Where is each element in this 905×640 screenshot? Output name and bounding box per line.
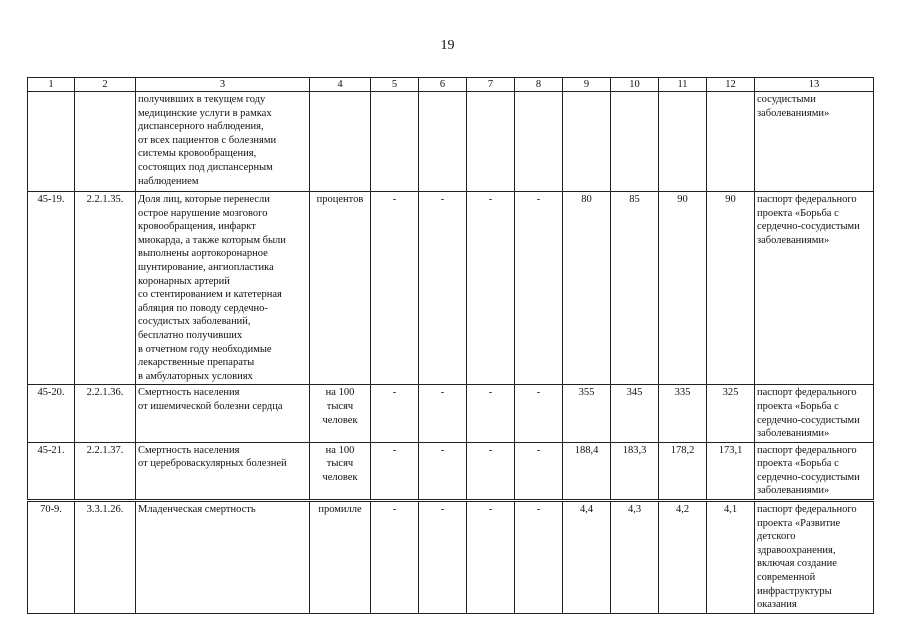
value-cell	[659, 92, 707, 192]
value-cell: -	[419, 501, 467, 614]
unit: на 100 тысяч человек	[310, 442, 371, 500]
value-cell: -	[371, 385, 419, 442]
value-cell: -	[467, 501, 515, 614]
header-cell-1: 1	[28, 78, 75, 92]
value-cell: 345	[611, 385, 659, 442]
value-cell	[563, 92, 611, 192]
header-cell-11: 11	[659, 78, 707, 92]
value-cell: 85	[611, 192, 659, 385]
row-code	[75, 92, 136, 192]
value-cell: 80	[563, 192, 611, 385]
value-cell	[467, 92, 515, 192]
header-cell-9: 9	[563, 78, 611, 92]
value-cell: -	[371, 192, 419, 385]
value-cell: -	[467, 192, 515, 385]
value-cell: -	[371, 501, 419, 614]
value-cell: 90	[659, 192, 707, 385]
table-row	[28, 92, 874, 192]
source-cell: паспорт федерального проекта «Развитие детского здравоохранения, включая создание современной инфраструктуры оказания	[755, 501, 874, 614]
header-cell-8: 8	[515, 78, 563, 92]
header-cell-6: 6	[419, 78, 467, 92]
value-cell: -	[515, 192, 563, 385]
unit: процентов	[310, 192, 371, 385]
value-cell: -	[419, 192, 467, 385]
unit	[310, 92, 371, 192]
header-cell-12: 12	[707, 78, 755, 92]
value-cell: -	[515, 385, 563, 442]
unit: промилле	[310, 501, 371, 614]
table-row	[28, 192, 874, 385]
value-cell: -	[515, 442, 563, 500]
row-code: 2.2.1.37.	[75, 442, 136, 500]
page-number: 19	[440, 38, 455, 53]
indicator-name: Смертность населения от цереброваскулярных болезней	[136, 442, 310, 500]
value-cell: 183,3	[611, 442, 659, 500]
indicator-name: Доля лиц, которые перенесли острое нарушение мозгового кровообращения, инфаркт миокарда, а также которым были выполнены аортокоронарное шунтирование, ангиопластика коронарных артерий со стентированием и катетерная абляция по поводу сердечно- сосудистых заболеваний, бесплатно получивших в отчетном году необходимые лекарственные препараты в амбулаторных условиях	[136, 192, 310, 385]
value-cell: -	[419, 442, 467, 500]
table-row	[28, 385, 874, 442]
indicator-name: Младенческая смертность	[136, 501, 310, 614]
unit: на 100 тысяч человек	[310, 385, 371, 442]
header-cell-2: 2	[75, 78, 136, 92]
value-cell	[371, 92, 419, 192]
row-number: 70-9.	[28, 501, 75, 614]
value-cell: -	[419, 385, 467, 442]
table-row	[28, 442, 874, 500]
value-cell: 355	[563, 385, 611, 442]
value-cell	[611, 92, 659, 192]
indicator-name: Смертность населения от ишемической болезни сердца	[136, 385, 310, 442]
value-cell: 4,2	[659, 501, 707, 614]
value-cell: 4,3	[611, 501, 659, 614]
row-code: 2.2.1.35.	[75, 192, 136, 385]
header-cell-7: 7	[467, 78, 515, 92]
row-code: 2.2.1.36.	[75, 385, 136, 442]
source-cell: сосудистыми заболеваниями»	[755, 92, 874, 192]
header-cell-3: 3	[136, 78, 310, 92]
header-cell-4: 4	[310, 78, 371, 92]
row-code: 3.3.1.26.	[75, 501, 136, 614]
value-cell: 325	[707, 385, 755, 442]
source-cell: паспорт федерального проекта «Борьба с сердечно-сосудистыми заболеваниями»	[755, 385, 874, 442]
value-cell: -	[467, 385, 515, 442]
value-cell: 335	[659, 385, 707, 442]
value-cell: 173,1	[707, 442, 755, 500]
header-cell-13: 13	[755, 78, 874, 92]
header-cell-5: 5	[371, 78, 419, 92]
row-number: 45-19.	[28, 192, 75, 385]
value-cell	[419, 92, 467, 192]
value-cell: 90	[707, 192, 755, 385]
value-cell: -	[515, 501, 563, 614]
value-cell	[515, 92, 563, 192]
row-number: 45-20.	[28, 385, 75, 442]
row-number: 45-21.	[28, 442, 75, 500]
table-row	[28, 501, 874, 614]
indicators-table	[27, 77, 874, 614]
value-cell: 178,2	[659, 442, 707, 500]
row-number	[28, 92, 75, 192]
indicator-name: получивших в текущем году медицинские услуги в рамках диспансерного наблюдения, от всех пациентов с болезнями системы кровообращения, состоящих под диспансерным наблюдением	[136, 92, 310, 192]
header-row	[28, 78, 874, 92]
value-cell: 4,1	[707, 501, 755, 614]
value-cell: -	[467, 442, 515, 500]
value-cell: -	[371, 442, 419, 500]
source-cell: паспорт федерального проекта «Борьба с сердечно-сосудистыми заболеваниями»	[755, 192, 874, 385]
value-cell	[707, 92, 755, 192]
header-cell-10: 10	[611, 78, 659, 92]
value-cell: 4,4	[563, 501, 611, 614]
source-cell: паспорт федерального проекта «Борьба с сердечно-сосудистыми заболеваниями»	[755, 442, 874, 500]
value-cell: 188,4	[563, 442, 611, 500]
